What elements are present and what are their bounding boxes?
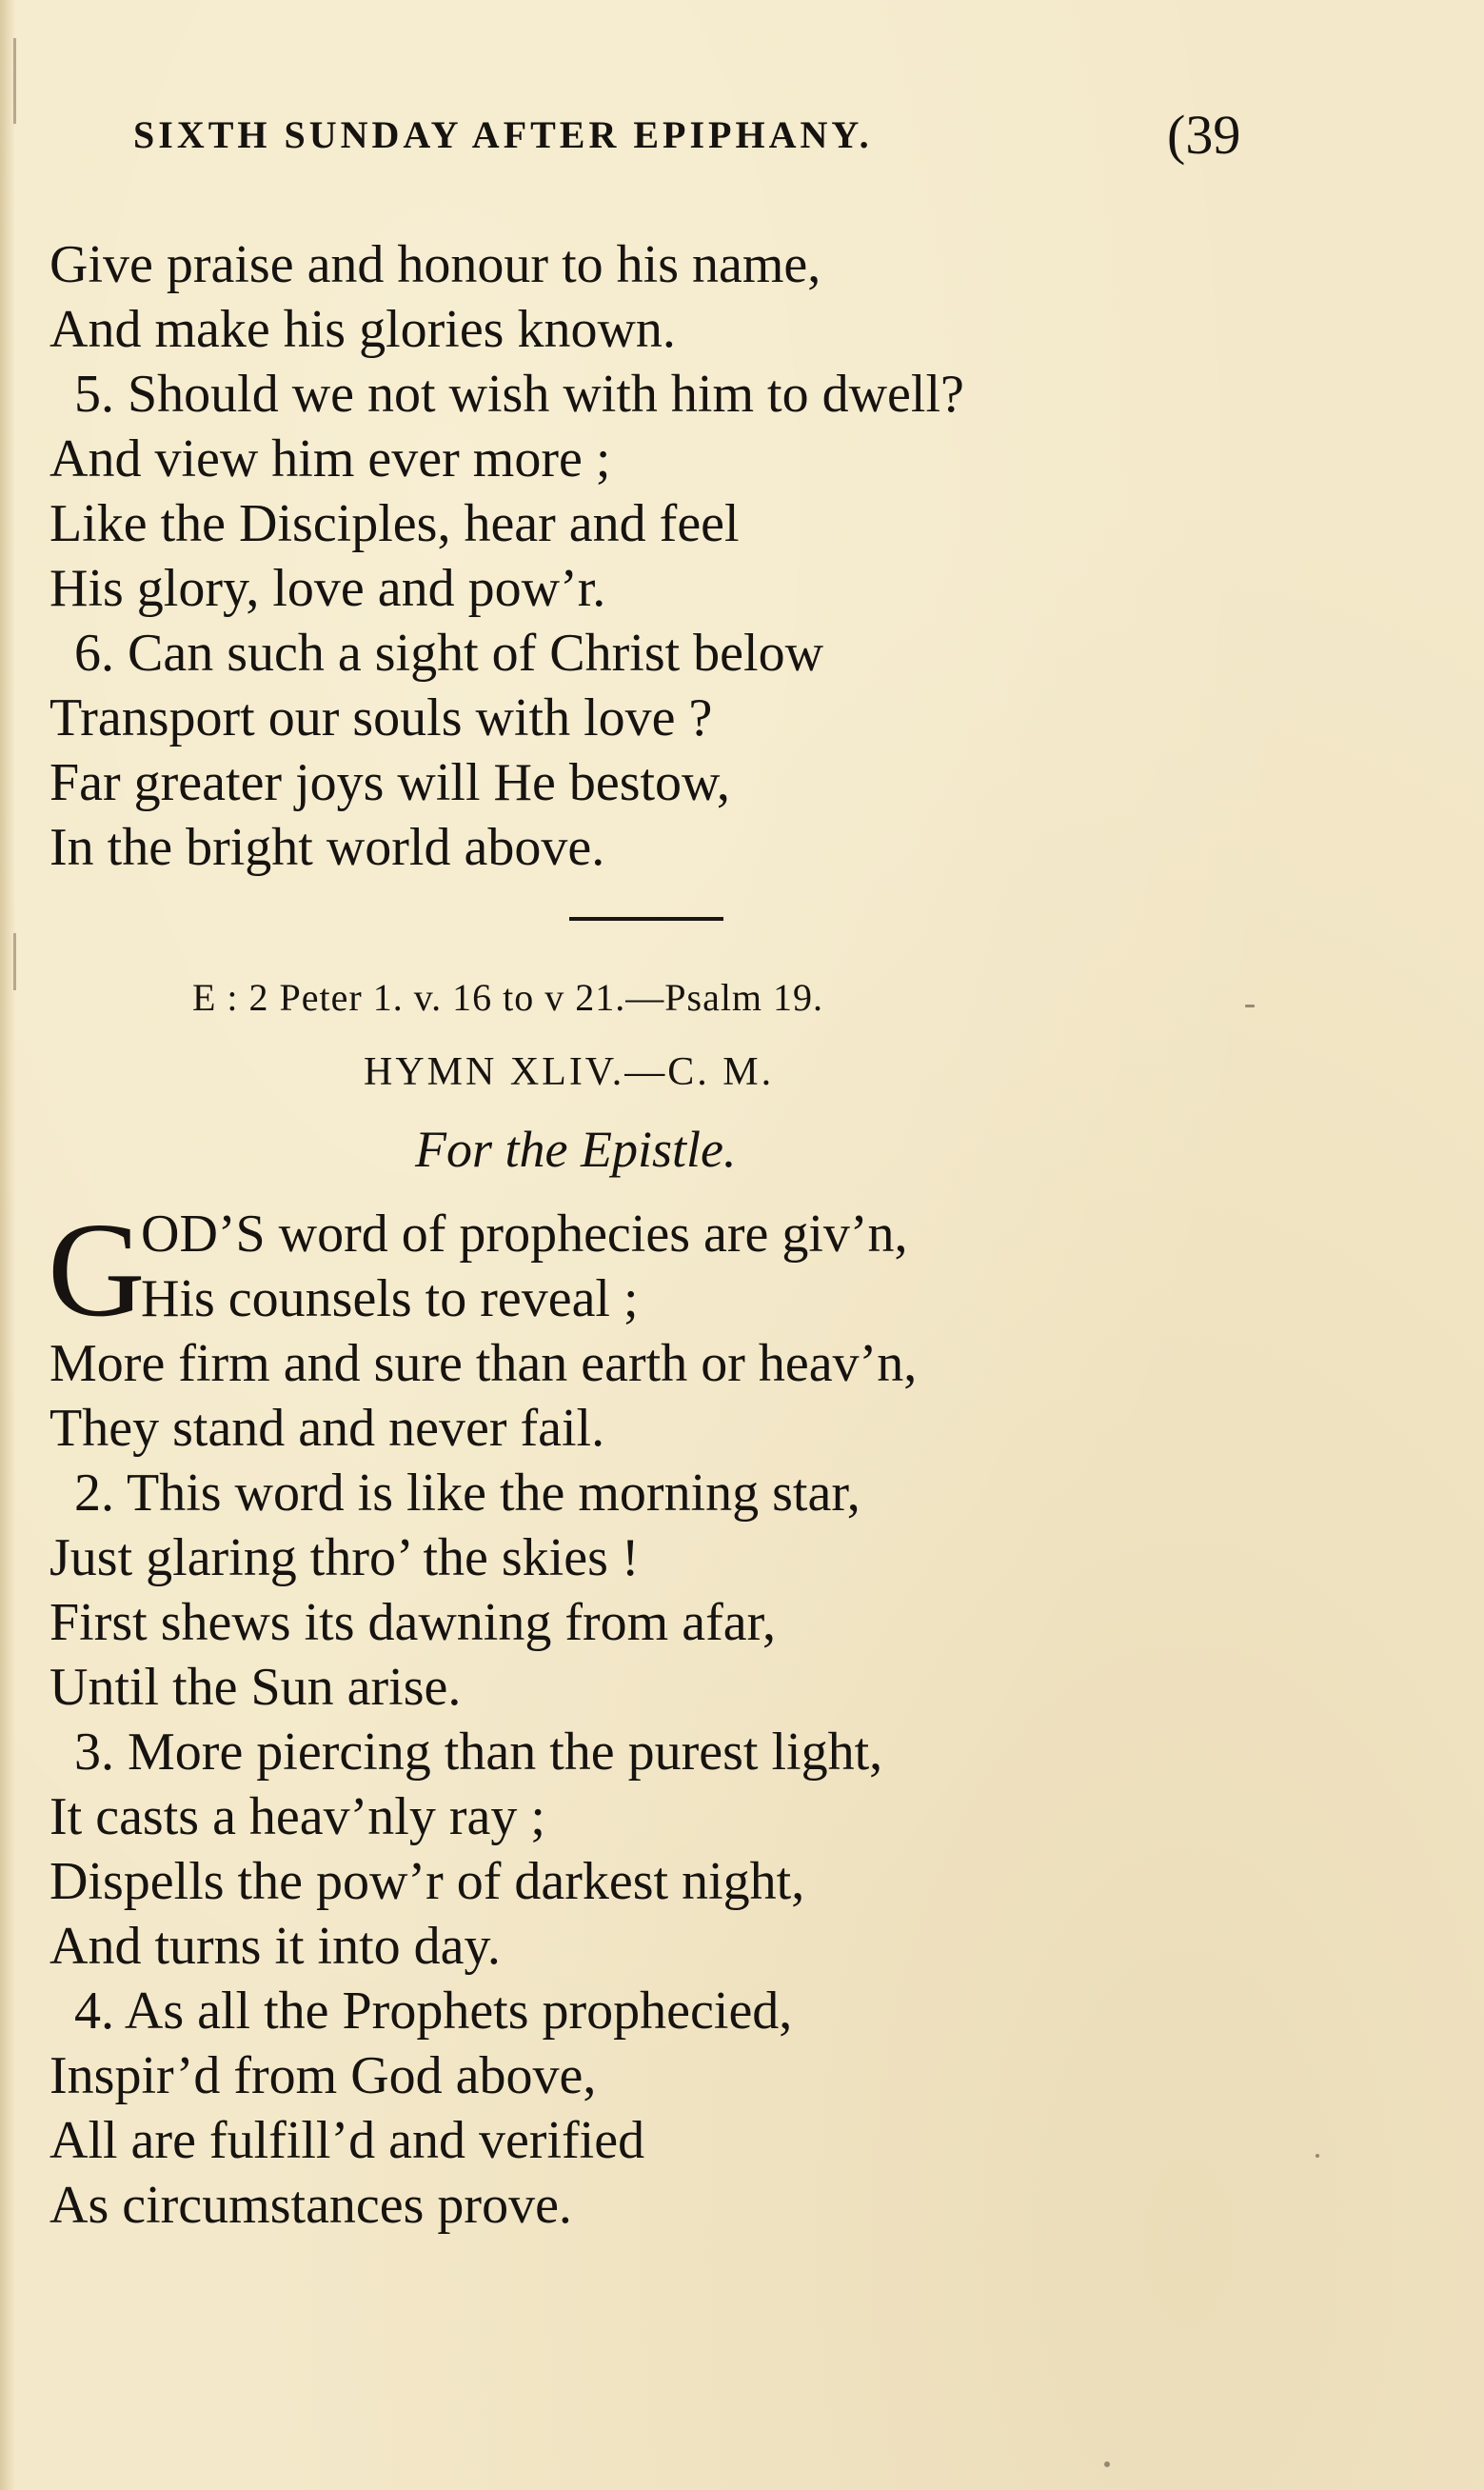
running-header: SIXTH SUNDAY AFTER EPIPHANY. — [133, 113, 873, 156]
verse-line: His counsels to reveal ; — [141, 1269, 639, 1328]
verse-line: Far greater joys will He bestow, — [49, 753, 730, 812]
drop-cap: G — [48, 1194, 146, 1345]
margin-mark — [13, 38, 16, 124]
verse-line: And view him ever more ; — [49, 429, 611, 488]
verse-line: Inspir’d from God above, — [49, 2046, 597, 2105]
hymn-subtitle: For the Epistle. — [415, 1121, 737, 1178]
verse-line: Transport our souls with love ? — [49, 688, 713, 747]
hymn-body — [49, 1331, 917, 2238]
verse-line: OD’S word of prophecies are giv’n, — [141, 1205, 908, 1264]
verse-line: Like the Disciples, hear and feel — [49, 494, 740, 553]
verse-line: 5. Should we not wish with him to dwell? — [74, 365, 964, 424]
verse-line: Dispells the pow’r of darkest night, — [49, 1852, 805, 1911]
verse-line: 6. Can such a sight of Christ below — [74, 624, 824, 683]
page-number: (39 — [1167, 104, 1241, 166]
verse-line: Until the Sun arise. — [49, 1658, 462, 1717]
verse-line: 2. This word is like the morning star, — [74, 1464, 861, 1523]
paper-speck — [1104, 2461, 1110, 2467]
verse-line: It casts a heav’nly ray ; — [49, 1787, 545, 1846]
margin-mark — [13, 933, 16, 990]
hymn-continuation — [49, 232, 964, 880]
verse-line: Just glaring thro’ the skies ! — [49, 1528, 640, 1587]
scripture-reference: E : 2 Peter 1. v. 16 to v 21.—Psalm 19. — [192, 976, 824, 1019]
verse-line: His glory, love and pow’r. — [49, 559, 606, 618]
hymn-opening-lines — [141, 1202, 908, 1331]
hymn-title: HYMN XLIV.—C. M. — [364, 1050, 775, 1094]
verse-line: In the bright world above. — [49, 818, 605, 877]
verse-line: 4. As all the Prophets prophecied, — [74, 1982, 793, 2041]
section-divider-rule — [569, 917, 723, 921]
verse-line: First shews its dawning from afar, — [49, 1593, 776, 1652]
paper-speck — [1245, 1005, 1255, 1007]
verse-line: They stand and never fail. — [49, 1399, 605, 1458]
binding-gutter — [0, 0, 15, 2490]
verse-line: As circumstances prove. — [49, 2176, 572, 2235]
verse-line: 3. More piercing than the purest light, — [74, 1723, 883, 1782]
verse-line: More firm and sure than earth or heav’n, — [49, 1334, 918, 1393]
verse-line: And turns it into day. — [49, 1917, 501, 1976]
verse-line: All are fulfill’d and verified — [49, 2111, 645, 2170]
paper-speck — [1316, 2154, 1319, 2158]
verse-line: And make his glories known. — [49, 300, 676, 359]
verse-line: Give praise and honour to his name, — [49, 235, 821, 294]
